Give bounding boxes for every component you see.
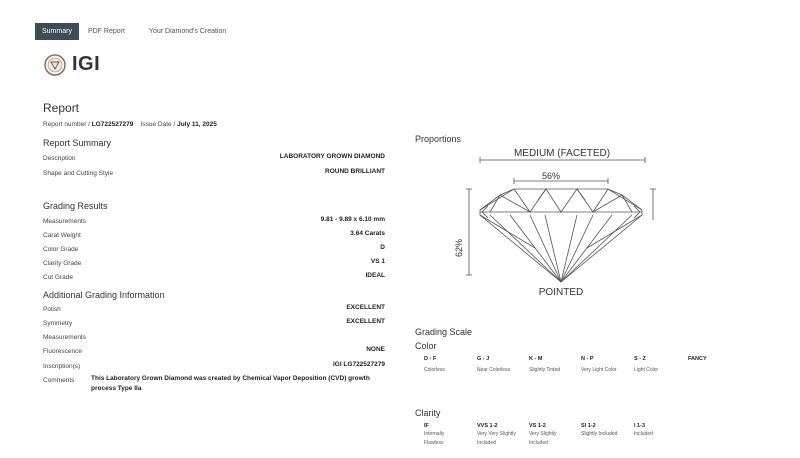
- color-desc: Near Colorless: [477, 367, 511, 373]
- row-value: LABORATORY GROWN DIAMOND: [279, 153, 385, 160]
- additional-grading-heading: Additional Grading Information: [43, 290, 165, 300]
- row-label: Measurements: [43, 334, 86, 341]
- clarity-grade: VVS 1-2: [477, 423, 498, 429]
- row-label: Measurements: [43, 218, 86, 225]
- grading-results-heading: Grading Results: [43, 201, 108, 211]
- report-number: LG722527279: [91, 121, 134, 128]
- clarity-scale-heading: Clarity: [415, 408, 441, 418]
- comments-label: Comments: [43, 377, 75, 384]
- clarity-desc: Internally Flawless: [424, 431, 445, 446]
- row-value: IGI LG722527279: [332, 361, 385, 368]
- row-value: VS 1: [370, 258, 385, 265]
- tab-pdf-report[interactable]: PDF Report: [87, 28, 125, 35]
- culet-label: POINTED: [538, 287, 584, 298]
- row-value: IDEAL: [365, 272, 385, 279]
- row-value: ROUND BRILLIANT: [325, 168, 385, 175]
- logo-text: IGI: [72, 53, 101, 75]
- row-value: 3.64 Carats: [350, 230, 385, 237]
- row-value: 9.81 - 9.89 x 6.10 mm: [320, 216, 385, 223]
- color-grade: FANCY: [688, 356, 707, 362]
- row-label: Cut Grade: [43, 274, 73, 281]
- row-value: D: [380, 244, 385, 251]
- color-grade: S - Z: [634, 356, 646, 362]
- page-title: Report: [43, 101, 80, 115]
- report-summary-heading: Report Summary: [43, 138, 112, 148]
- diamond-proportions-diagram: [440, 140, 670, 305]
- color-grade: K - M: [529, 356, 543, 362]
- clarity-grade: IF: [424, 423, 429, 429]
- color-grade: G - J: [477, 356, 490, 362]
- tab-diamond-creation[interactable]: Your Diamond's Creation: [148, 28, 227, 35]
- issue-date-label: Issue Date /: [140, 121, 176, 128]
- color-desc: Slightly Tinted: [529, 367, 561, 373]
- color-grade: D - F: [424, 356, 437, 362]
- igi-seal-icon: [44, 54, 66, 76]
- row-value: EXCELLENT: [346, 318, 385, 325]
- color-desc: Light Color: [634, 367, 659, 373]
- clarity-desc: Included: [634, 431, 653, 437]
- row-label: Polish: [43, 306, 61, 313]
- row-label: Symmetry: [43, 320, 73, 327]
- igi-logo: [44, 53, 100, 76]
- grading-scale-heading: Grading Scale: [415, 327, 473, 337]
- row-label: Color Grade: [43, 246, 79, 253]
- table-percent: 56%: [541, 171, 561, 181]
- clarity-grade: VS 1-2: [529, 423, 546, 429]
- comments-text: This Laboratory Grown Diamond was created by Chemical Vapor Deposition (CVD) growth process Type IIa: [91, 375, 370, 392]
- row-value: EXCELLENT: [346, 304, 385, 311]
- row-label: Clarity Grade: [43, 260, 82, 267]
- report-number-label: Report number /: [43, 121, 90, 128]
- report-meta: [43, 121, 217, 128]
- row-label: Fluorescence: [43, 348, 83, 355]
- row-label: Description: [43, 155, 76, 162]
- clarity-grade: I 1-3: [634, 423, 646, 429]
- color-desc: Very Light Color: [581, 367, 617, 373]
- tab-bar: [35, 23, 233, 40]
- color-scale-heading: Color: [415, 341, 437, 351]
- row-label: Carat Weight: [43, 232, 81, 239]
- color-desc: Colorless: [424, 367, 445, 373]
- issue-date: July 11, 2025: [177, 121, 217, 128]
- row-label: Shape and Cutting Style: [43, 170, 114, 177]
- girdle-label: MEDIUM (FACETED): [513, 148, 611, 159]
- depth-percent: 62%: [454, 238, 464, 258]
- color-grade: N - P: [581, 356, 594, 362]
- clarity-desc: Slightly Included: [581, 431, 618, 437]
- clarity-grade: SI 1-2: [581, 423, 596, 429]
- row-value: NONE: [366, 346, 385, 353]
- tab-summary[interactable]: Summary: [35, 23, 79, 40]
- row-label: Inscription(s): [43, 363, 81, 370]
- clarity-desc: Very Slightly Included: [529, 431, 557, 446]
- clarity-desc: Very Very Slightly Included: [477, 431, 516, 446]
- proportions-heading: Proportions: [415, 134, 462, 144]
